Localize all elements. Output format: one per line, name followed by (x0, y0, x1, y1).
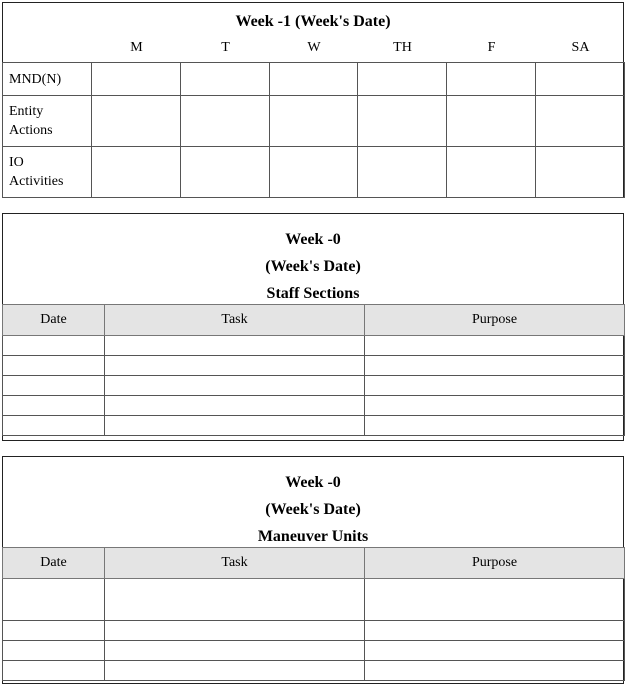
row-label-entity-actions (3, 96, 92, 147)
cell[interactable] (447, 96, 536, 147)
cell[interactable] (365, 579, 625, 621)
cell[interactable] (365, 641, 625, 661)
staff-sections-table (2, 213, 624, 441)
week-1-title: Week -1 (Week's Date) (235, 13, 391, 30)
row-label-line: IO (9, 155, 24, 170)
table-row (3, 621, 625, 641)
cell[interactable] (105, 621, 365, 641)
cell[interactable] (3, 376, 105, 396)
cell[interactable] (181, 96, 270, 147)
cell[interactable] (358, 96, 447, 147)
cell[interactable] (365, 356, 625, 376)
cell[interactable] (92, 96, 181, 147)
cell[interactable] (3, 416, 105, 436)
cell[interactable] (365, 621, 625, 641)
cell[interactable] (3, 621, 105, 641)
cell[interactable] (3, 356, 105, 376)
column-header-date: Date (3, 548, 105, 579)
week-1-table (2, 2, 624, 198)
cell[interactable] (92, 63, 181, 96)
day-thursday: TH (393, 40, 412, 55)
table-row (3, 376, 625, 396)
column-header-purpose: Purpose (365, 548, 625, 579)
cell[interactable] (181, 147, 270, 198)
cell[interactable] (365, 416, 625, 436)
table-row (3, 641, 625, 661)
cell[interactable] (105, 396, 365, 416)
table-row (3, 579, 625, 621)
days-spacer (3, 39, 92, 57)
day-tuesday: T (221, 40, 230, 55)
maneuver-title-date: (Week's Date) (265, 501, 361, 518)
cell[interactable] (3, 641, 105, 661)
cell[interactable] (365, 336, 625, 356)
row-label-mnd: MND(N) (3, 63, 92, 96)
cell[interactable] (105, 416, 365, 436)
maneuver-title-section: Maneuver Units (257, 528, 369, 545)
cell[interactable] (3, 579, 105, 621)
row-label-line: Actions (9, 123, 53, 138)
cell[interactable] (3, 396, 105, 416)
day-friday: F (487, 40, 496, 55)
week-1-days-row (3, 39, 625, 57)
row-entity-actions (3, 96, 625, 147)
cell[interactable] (358, 63, 447, 96)
cell[interactable] (105, 336, 365, 356)
cell[interactable] (536, 63, 625, 96)
staff-grid (2, 304, 625, 436)
row-label-io-activities (3, 147, 92, 198)
cell[interactable] (270, 147, 358, 198)
day-monday: M (130, 40, 143, 55)
staff-title-section: Staff Sections (266, 285, 360, 302)
table-row (3, 396, 625, 416)
cell[interactable] (105, 579, 365, 621)
maneuver-grid (2, 547, 625, 681)
staff-title-date: (Week's Date) (265, 258, 361, 275)
row-label-line: Activities (9, 174, 64, 189)
table-row (3, 336, 625, 356)
maneuver-title (3, 469, 623, 550)
column-header-task: Task (105, 548, 365, 579)
cell[interactable] (447, 63, 536, 96)
cell[interactable] (181, 63, 270, 96)
staff-title (3, 226, 623, 307)
table-row (3, 661, 625, 681)
cell[interactable] (358, 147, 447, 198)
cell[interactable] (105, 356, 365, 376)
row-mnd (3, 63, 625, 96)
cell[interactable] (536, 96, 625, 147)
cell[interactable] (447, 147, 536, 198)
day-saturday: SA (571, 40, 590, 55)
cell[interactable] (92, 147, 181, 198)
row-io-activities (3, 147, 625, 198)
cell[interactable] (270, 63, 358, 96)
cell[interactable] (105, 641, 365, 661)
table-row (3, 416, 625, 436)
cell[interactable] (3, 661, 105, 681)
column-header-purpose: Purpose (365, 305, 625, 336)
column-header-date: Date (3, 305, 105, 336)
cell[interactable] (105, 376, 365, 396)
cell[interactable] (3, 336, 105, 356)
cell[interactable] (365, 376, 625, 396)
day-wednesday: W (307, 40, 321, 55)
row-label-line: Entity (9, 104, 44, 119)
staff-title-week: Week -0 (285, 231, 341, 248)
cell[interactable] (270, 96, 358, 147)
maneuver-title-week: Week -0 (285, 474, 341, 491)
cell[interactable] (365, 396, 625, 416)
table-row (3, 356, 625, 376)
maneuver-header-row (3, 548, 625, 579)
column-header-task: Task (105, 305, 365, 336)
week-1-grid (2, 62, 625, 198)
cell[interactable] (536, 147, 625, 198)
maneuver-units-table (2, 456, 624, 684)
cell[interactable] (365, 661, 625, 681)
cell[interactable] (105, 661, 365, 681)
staff-header-row (3, 305, 625, 336)
